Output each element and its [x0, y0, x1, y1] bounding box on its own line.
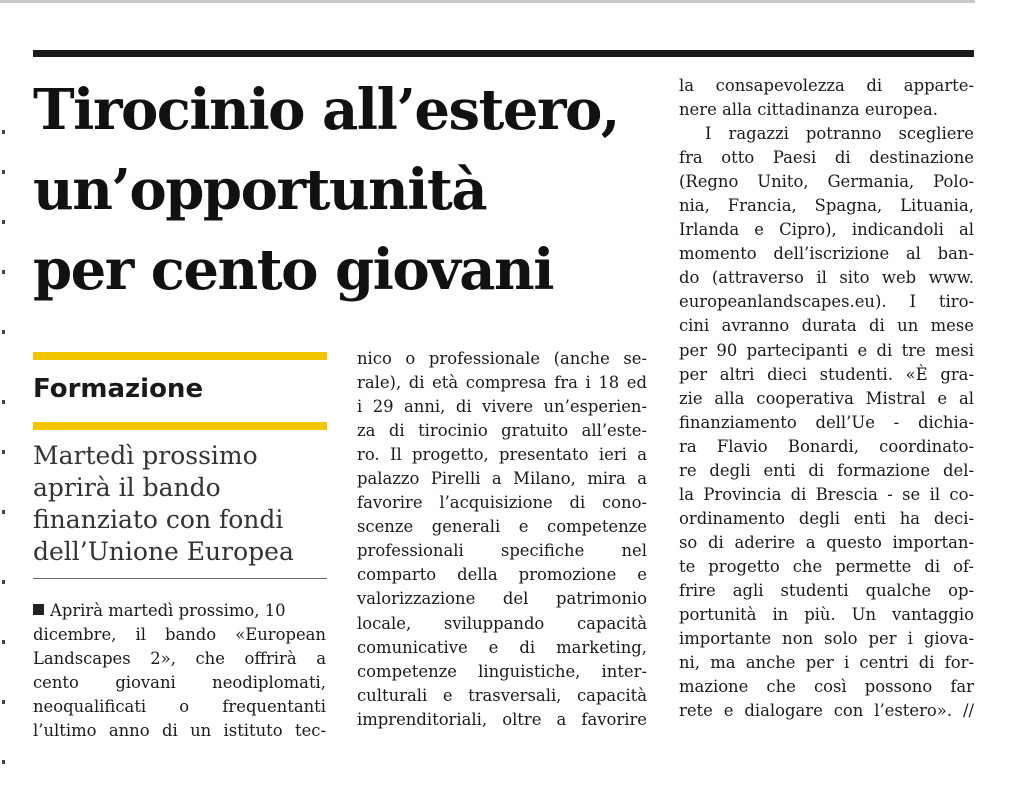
body-line: cini avranno durata di un mese: [679, 316, 974, 336]
article-top-rule: [33, 50, 974, 57]
headline-line: un’opportunità: [33, 157, 487, 223]
body-line: professionali specifiche nel: [357, 541, 647, 561]
body-line: frire agli studenti qualche op-: [679, 580, 974, 600]
body-line: za di tirocinio gratuito all’este-: [357, 421, 647, 441]
body-line: Landscapes 2», che offrirà a: [33, 649, 326, 669]
body-line: neoqualificati o frequentanti: [33, 697, 326, 717]
body-column-2: [357, 347, 647, 732]
body-line: finanziamento dell’Ue - dichia-: [679, 412, 974, 432]
body-line: l’ultimo anno di un istituto tec-: [33, 721, 326, 741]
body-line: ordinamento degli enti ha deci-: [679, 508, 974, 528]
body-line: valorizzazione del patrimonio: [357, 589, 647, 609]
body-line: te progetto che permette di of-: [679, 556, 974, 576]
body-line: I ragazzi potranno scegliere: [705, 124, 974, 144]
body-line: per 90 partecipanti e di tre mesi: [679, 340, 974, 360]
body-line: do (attraverso il sito web www.: [679, 268, 974, 288]
body-line: comunicative e di marketing,: [357, 637, 647, 657]
body-line: re degli enti di formazione del-: [679, 460, 974, 480]
body-line: comparto della promozione e: [357, 565, 647, 585]
subheadline-divider: [33, 578, 327, 579]
body-line: rete e dialogare con l’estero». //: [679, 701, 974, 721]
body-line: favorire l’acquisizione di cono-: [357, 493, 647, 513]
body-line: so di aderire a questo importan-: [679, 532, 974, 552]
bullet-square-icon: [33, 604, 44, 615]
subheadline: [33, 440, 333, 568]
body-line: locale, sviluppando capacità: [357, 613, 647, 633]
body-line: la consapevolezza di apparte-: [679, 76, 974, 95]
body-line: portunità in più. Un vantaggio: [679, 605, 974, 625]
body-line: zie alla cooperativa Mistral e al: [679, 388, 974, 408]
body-line: (Regno Unito, Germania, Polo-: [679, 172, 974, 192]
body-column-3: [679, 74, 974, 723]
body-line: mazione che così possono far: [679, 677, 974, 697]
body-line: scenze generali e competenze: [357, 517, 647, 537]
headline-line: Tirocinio all’estero,: [33, 77, 619, 143]
body-line: cento giovani neodiplomati,: [33, 673, 326, 693]
body-line: nia, Francia, Spagna, Lituania,: [679, 196, 974, 216]
body-line: Irlanda e Cipro), indicandoli al: [679, 220, 974, 240]
adjacent-page-edge: [0, 40, 8, 800]
body-line: europeanlandscapes.eu). I tiro-: [679, 292, 974, 312]
body-line: ro. Il progetto, presentato ieri a: [357, 445, 647, 465]
body-line: ra Flavio Bonardi, coordinato-: [679, 436, 974, 456]
body-column-1: [33, 599, 326, 743]
subheadline-line: Martedì prossimo: [33, 441, 258, 470]
body-line: la Provincia di Brescia - se il co-: [679, 484, 974, 504]
section-bar-top: [33, 352, 327, 360]
body-line: imprenditoriali, oltre a favorire: [357, 709, 647, 729]
body-line: palazzo Pirelli a Milano, mira a: [357, 469, 647, 489]
subheadline-line: dell’Unione Europea: [33, 537, 294, 566]
page-top-border: [0, 0, 975, 3]
body-line: ni, ma anche per i centri di for-: [679, 653, 974, 673]
body-line: nere alla cittadinanza europea.: [679, 100, 938, 120]
body-line: competenze linguistiche, inter-: [357, 661, 647, 681]
body-line: Aprirà martedì prossimo, 10: [33, 599, 326, 623]
body-line: per altri dieci studenti. «È gra-: [679, 364, 974, 384]
subheadline-line: finanziato con fondi: [33, 505, 284, 534]
body-line: importante non solo per i giova-: [679, 629, 974, 649]
body-line: i 29 anni, di vivere un’esperien-: [357, 397, 647, 417]
section-bar-bottom: [33, 422, 327, 430]
body-line: nico o professionale (anche se-: [357, 349, 647, 368]
headline-line: per cento giovani: [33, 237, 554, 303]
body-line: culturali e trasversali, capacità: [357, 685, 647, 705]
body-line: dicembre, il bando «European: [33, 625, 326, 645]
subheadline-line: aprirà il bando: [33, 473, 221, 502]
body-line: momento dell’iscrizione al ban-: [679, 244, 974, 264]
section-label: Formazione: [33, 374, 204, 404]
body-line: fra otto Paesi di destinazione: [679, 148, 974, 168]
headline: [33, 70, 663, 310]
body-line: rale), di età compresa fra i 18 ed: [357, 373, 647, 393]
